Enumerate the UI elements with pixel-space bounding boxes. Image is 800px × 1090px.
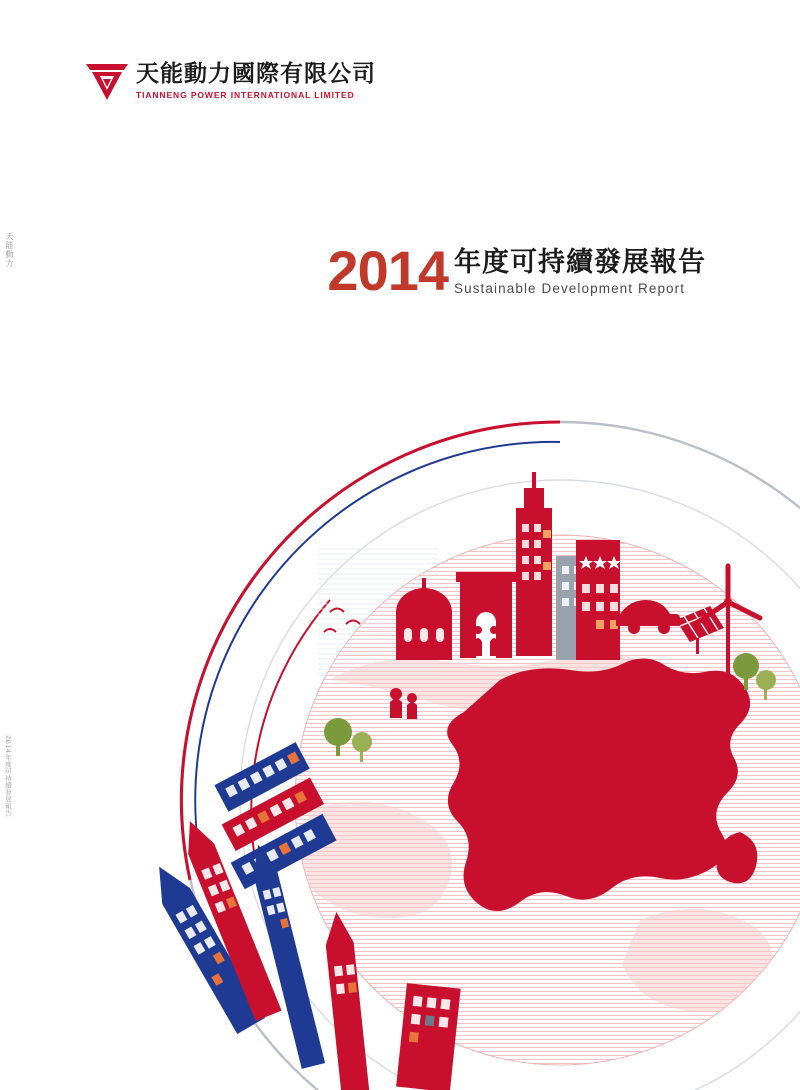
report-year: 2014 xyxy=(327,239,448,302)
company-name-en: TIANNENG POWER INTERNATIONAL LIMITED xyxy=(136,90,355,100)
spine-text-top: 天能動力 xyxy=(5,232,14,268)
company-name-cn: 天能動力國際有限公司 xyxy=(136,61,376,87)
cover-title xyxy=(327,239,706,302)
report-title-en: Sustainable Development Report xyxy=(454,281,686,296)
spine-text-bottom: 2014年度可持續發展報告 xyxy=(4,735,12,817)
tianneng-v-mark-icon xyxy=(84,60,130,104)
cover-title-text xyxy=(454,243,706,298)
globe-city-illustration xyxy=(0,380,800,1090)
report-title-cn: 年度可持續發展報告 xyxy=(454,247,706,278)
company-logo-text xyxy=(136,60,376,101)
company-logo xyxy=(84,60,376,104)
cover-artwork xyxy=(0,380,800,1090)
